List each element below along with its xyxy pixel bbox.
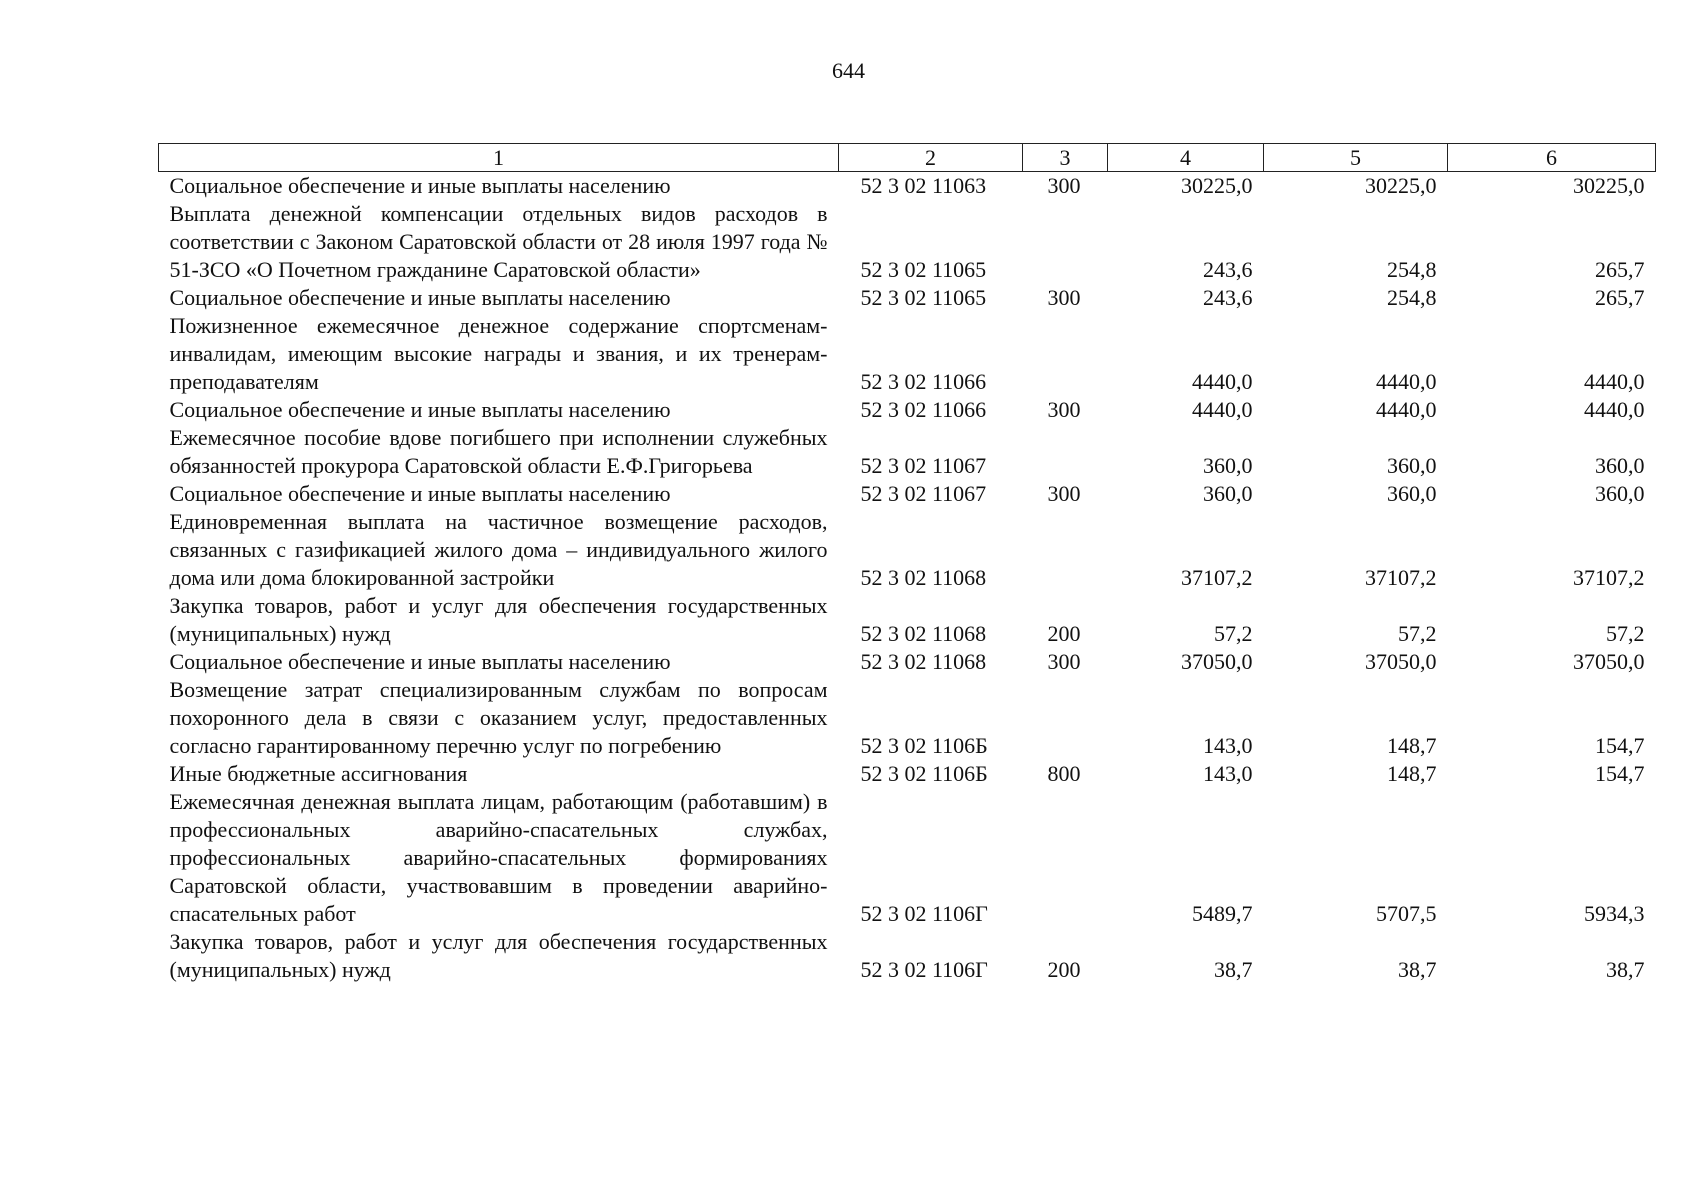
row-value-col4: 4440,0	[1192, 397, 1253, 422]
row-value-col4: 143,0	[1203, 733, 1253, 758]
row-expense-type	[1023, 508, 1108, 592]
row-value-col6: 154,7	[1595, 761, 1645, 786]
row-code: 52 3 02 11067	[860, 481, 987, 506]
row-expense-type: 200	[1047, 621, 1081, 646]
row-name: Единовременная выплата на частичное возмещение расходов, связанных с газификацией жилого дома – индивидуального жилого дома или дома блокированной застройки	[169, 509, 828, 590]
table-row	[159, 284, 1656, 312]
row-value-col4: 243,6	[1203, 257, 1253, 282]
row-name: Социальное обеспечение и иные выплаты населению	[169, 173, 671, 198]
row-value-col6: 57,2	[1606, 621, 1645, 646]
row-name: Социальное обеспечение и иные выплаты населению	[169, 649, 671, 674]
row-name: Социальное обеспечение и иные выплаты населению	[169, 285, 671, 310]
row-value-col6: 5934,3	[1584, 901, 1645, 926]
row-value-col6: 37107,2	[1573, 565, 1645, 590]
row-name: Закупка товаров, работ и услуг для обеспечения государственных (муниципальных) нужд	[169, 593, 828, 646]
row-expense-type: 300	[1047, 481, 1081, 506]
row-code: 52 3 02 11068	[860, 565, 987, 590]
row-value-col5: 254,8	[1387, 285, 1437, 310]
row-value-col4: 57,2	[1214, 621, 1253, 646]
row-expense-type	[1023, 424, 1108, 480]
row-value-col4: 243,6	[1203, 285, 1253, 310]
row-value-col5: 148,7	[1387, 761, 1437, 786]
row-value-col5: 360,0	[1387, 453, 1437, 478]
table-row	[159, 928, 1656, 984]
table-row	[159, 508, 1656, 592]
row-name: Возмещение затрат специализированным службам по вопросам похоронного дела в связи с оказанием услуг, предоставленных согласно гарантированному перечню услуг по погребению	[169, 677, 828, 758]
row-value-col6: 360,0	[1595, 481, 1645, 506]
row-value-col6: 38,7	[1606, 957, 1645, 982]
row-value-col5: 37107,2	[1365, 565, 1437, 590]
table-row	[159, 200, 1656, 284]
row-code: 52 3 02 11067	[860, 453, 987, 478]
row-value-col5: 4440,0	[1376, 397, 1437, 422]
column-header-3: 3	[1023, 144, 1108, 172]
row-expense-type: 300	[1047, 285, 1081, 310]
row-value-col5: 5707,5	[1376, 901, 1437, 926]
row-expense-type: 300	[1047, 397, 1081, 422]
row-value-col5: 360,0	[1387, 481, 1437, 506]
row-expense-type: 800	[1047, 761, 1081, 786]
table-row	[159, 424, 1656, 480]
row-expense-type: 300	[1047, 173, 1081, 198]
row-code: 52 3 02 1106Б	[860, 733, 988, 758]
row-code: 52 3 02 1106Г	[860, 901, 988, 926]
row-code: 52 3 02 11065	[860, 285, 987, 310]
table-row	[159, 648, 1656, 676]
row-value-col4: 38,7	[1214, 957, 1253, 982]
row-name: Ежемесячное пособие вдове погибшего при исполнении служебных обязанностей прокурора Саратовской области Е.Ф.Григорьева	[169, 425, 828, 478]
row-value-col6: 4440,0	[1584, 369, 1645, 394]
table-row	[159, 396, 1656, 424]
row-code: 52 3 02 1106Г	[860, 957, 988, 982]
table-row	[159, 480, 1656, 508]
column-header-4: 4	[1108, 144, 1264, 172]
row-value-col5: 4440,0	[1376, 369, 1437, 394]
row-code: 52 3 02 11065	[860, 257, 987, 282]
row-name: Иные бюджетные ассигнования	[169, 761, 468, 786]
row-value-col5: 38,7	[1398, 957, 1437, 982]
column-header-2: 2	[839, 144, 1023, 172]
budget-table	[158, 143, 1656, 984]
row-expense-type: 300	[1047, 649, 1081, 674]
row-code: 52 3 02 11066	[860, 397, 987, 422]
row-name: Выплата денежной компенсации отдельных видов расходов в соответствии с Законом Саратовской области от 28 июля 1997 года № 51-ЗСО «О Почетном гражданине Саратовской области»	[169, 201, 828, 282]
row-name: Пожизненное ежемесячное денежное содержание спортсменам-инвалидам, имеющим высокие награды и звания, и их тренерам-преподавателям	[169, 313, 828, 394]
row-code: 52 3 02 11066	[860, 369, 987, 394]
row-expense-type	[1023, 312, 1108, 396]
row-code: 52 3 02 11063	[860, 173, 987, 198]
row-name: Ежемесячная денежная выплата лицам, работающим (работавшим) в профессиональных аварийно-спасательных службах, профессиональных аварийно-спасательных формированиях Саратовской области, участвовавшим в проведении аварийно-спасательных работ	[169, 789, 828, 926]
row-value-col4: 143,0	[1203, 761, 1253, 786]
row-expense-type	[1023, 788, 1108, 928]
table-row	[159, 760, 1656, 788]
table-row	[159, 172, 1656, 201]
column-header-1: 1	[159, 144, 839, 172]
table-row	[159, 312, 1656, 396]
row-code: 52 3 02 11068	[860, 649, 987, 674]
row-value-col5: 57,2	[1398, 621, 1437, 646]
row-value-col5: 254,8	[1387, 257, 1437, 282]
row-value-col6: 37050,0	[1573, 649, 1645, 674]
table-row	[159, 676, 1656, 760]
row-value-col4: 360,0	[1203, 453, 1253, 478]
row-value-col6: 360,0	[1595, 453, 1645, 478]
page-number: 644	[832, 58, 865, 83]
row-value-col4: 30225,0	[1181, 173, 1253, 198]
row-value-col5: 37050,0	[1365, 649, 1437, 674]
row-name: Закупка товаров, работ и услуг для обеспечения государственных (муниципальных) нужд	[169, 929, 828, 982]
row-value-col6: 4440,0	[1584, 397, 1645, 422]
row-value-col4: 37107,2	[1181, 565, 1253, 590]
row-value-col6: 30225,0	[1573, 173, 1645, 198]
row-value-col4: 4440,0	[1192, 369, 1253, 394]
table-header-row	[159, 144, 1656, 172]
row-name: Социальное обеспечение и иные выплаты населению	[169, 397, 671, 422]
row-expense-type	[1023, 200, 1108, 284]
row-name: Социальное обеспечение и иные выплаты населению	[169, 481, 671, 506]
row-code: 52 3 02 11068	[860, 621, 987, 646]
column-header-6: 6	[1448, 144, 1656, 172]
row-value-col4: 360,0	[1203, 481, 1253, 506]
row-expense-type: 200	[1047, 957, 1081, 982]
column-header-5: 5	[1264, 144, 1448, 172]
row-code: 52 3 02 1106Б	[860, 761, 988, 786]
row-value-col6: 265,7	[1595, 285, 1645, 310]
table-row	[159, 592, 1656, 648]
row-value-col4: 37050,0	[1181, 649, 1253, 674]
row-value-col6: 265,7	[1595, 257, 1645, 282]
row-expense-type	[1023, 676, 1108, 760]
row-value-col5: 148,7	[1387, 733, 1437, 758]
row-value-col4: 5489,7	[1192, 901, 1253, 926]
table-row	[159, 788, 1656, 928]
row-value-col6: 154,7	[1595, 733, 1645, 758]
row-value-col5: 30225,0	[1365, 173, 1437, 198]
